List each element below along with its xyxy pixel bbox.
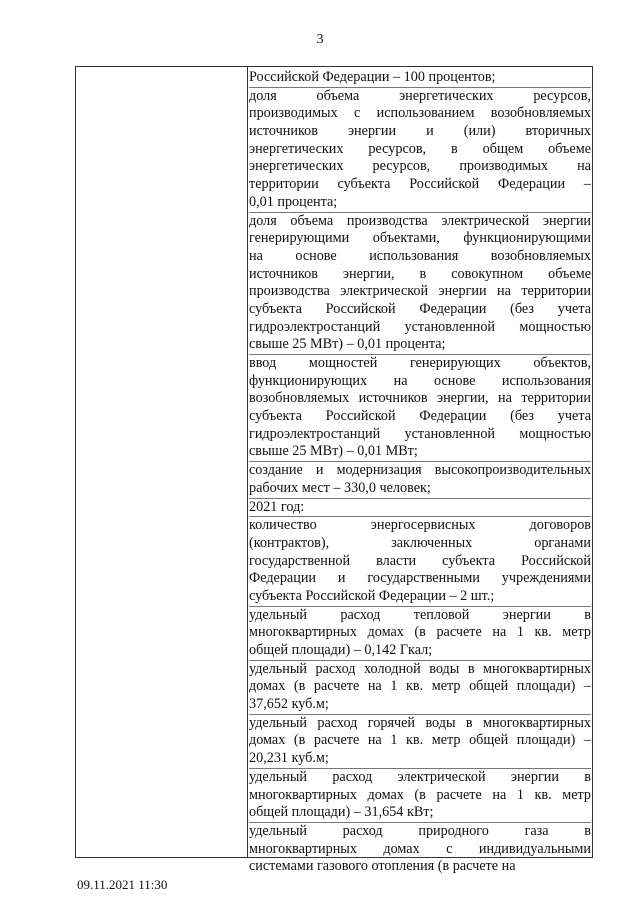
text-line: гидроэлектростанций установленной мощностью [249,318,591,335]
text-line: энергетических ресурсов, производимых на [249,158,591,175]
text-line: на основе использования возобновляемых [249,247,591,264]
text-line: домах (в расчете на 1 кв. метр общей площади) – [249,732,591,749]
paragraph [249,88,591,213]
text-line: производства электрической энергии на территории [249,283,591,300]
text-line: возобновляемых источников энергии, на территории [249,390,591,407]
text-line: создание и модернизация высокопроизводительных [249,462,591,479]
text-line: (контрактов), заключенных органами [249,534,591,551]
text-line: Российской Федерации – 100 процентов; [249,69,496,85]
text-line: доля объема производства электрической энергии [249,212,591,229]
text-line: субъекта Российской Федерации (без учета [249,300,591,317]
text-line: удельный расход электрической энергии в [249,768,591,785]
text-line: удельный расход природного газа в [249,822,591,839]
text-line: рабочих мест – 330,0 человек; [249,479,431,496]
text-line: энергетических ресурсов, в общем объеме [249,140,591,157]
text-line: территории субъекта Российской Федерации – [249,176,591,193]
page-number: 3 [316,32,324,47]
paragraph [249,69,591,88]
text-line: 37,652 куб.м; [249,696,329,713]
table-right-column [249,69,591,876]
text-line: 0,01 процента; [249,193,338,210]
text-line: гидроэлектростанций установленной мощностью [249,425,591,442]
text-line: 20,231 куб.м; [249,750,329,767]
paragraph [249,355,591,462]
paragraph [249,823,591,876]
paragraph [249,607,591,661]
paragraph [249,661,591,715]
text-line: источников энергии, в совокупном объеме [249,265,591,282]
paragraph [249,462,591,498]
text-line: общей площади) – 0,142 Гкал; [249,642,433,658]
text-line: удельный расход горячей воды в многоквартирных [249,714,591,731]
text-line: государственной власти субъекта Российской [249,552,591,569]
paragraph [249,213,591,356]
text-line: субъекта Российской Федерации – 2 шт.; [249,587,495,604]
text-line: многоквартирных домах (в расчете на 1 кв. метр [249,786,591,803]
text-line: источников энергии и (или) вторичных [249,123,591,140]
text-line: системами газового отопления (в расчете на [249,858,516,875]
paragraph [249,517,591,606]
text-line: общей площади) – 31,654 кВт; [249,804,434,821]
print-timestamp: 09.11.2021 11:30 [77,877,168,892]
text-line: удельный расход холодной воды в многоквартирных [249,660,591,677]
text-line: ввод мощностей генерирующих объектов, [249,355,591,371]
text-line: генерирующими объектами, функционирующими [249,230,591,247]
text-line: доля объема энергетических ресурсов, [249,87,591,104]
text-line: свыше 25 МВт) – 0,01 процента; [249,336,446,353]
text-line: свыше 25 МВт) – 0,01 МВт; [249,443,418,460]
text-line: субъекта Российской Федерации (без учета [249,408,591,425]
text-line: функционирующих на основе использования [249,372,591,389]
text-line: количество энергосервисных договоров [249,517,591,534]
text-line: многоквартирных домах (в расчете на 1 кв. метр [249,624,591,641]
text-line: домах (в расчете на 1 кв. метр общей площади) – [249,678,591,695]
paragraph [249,499,591,518]
column-divider [247,67,248,857]
text-line: Федерации и государственными учреждениями [249,570,591,587]
document-table [75,66,593,875]
text-line: удельный расход тепловой энергии в [249,606,591,623]
text-line: многоквартирных домах с индивидуальными [249,840,591,857]
text-line: 2021 год: [249,498,305,515]
text-line: производимых с использованием возобновляемых [249,105,591,122]
paragraph [249,715,591,769]
paragraph [249,769,591,823]
